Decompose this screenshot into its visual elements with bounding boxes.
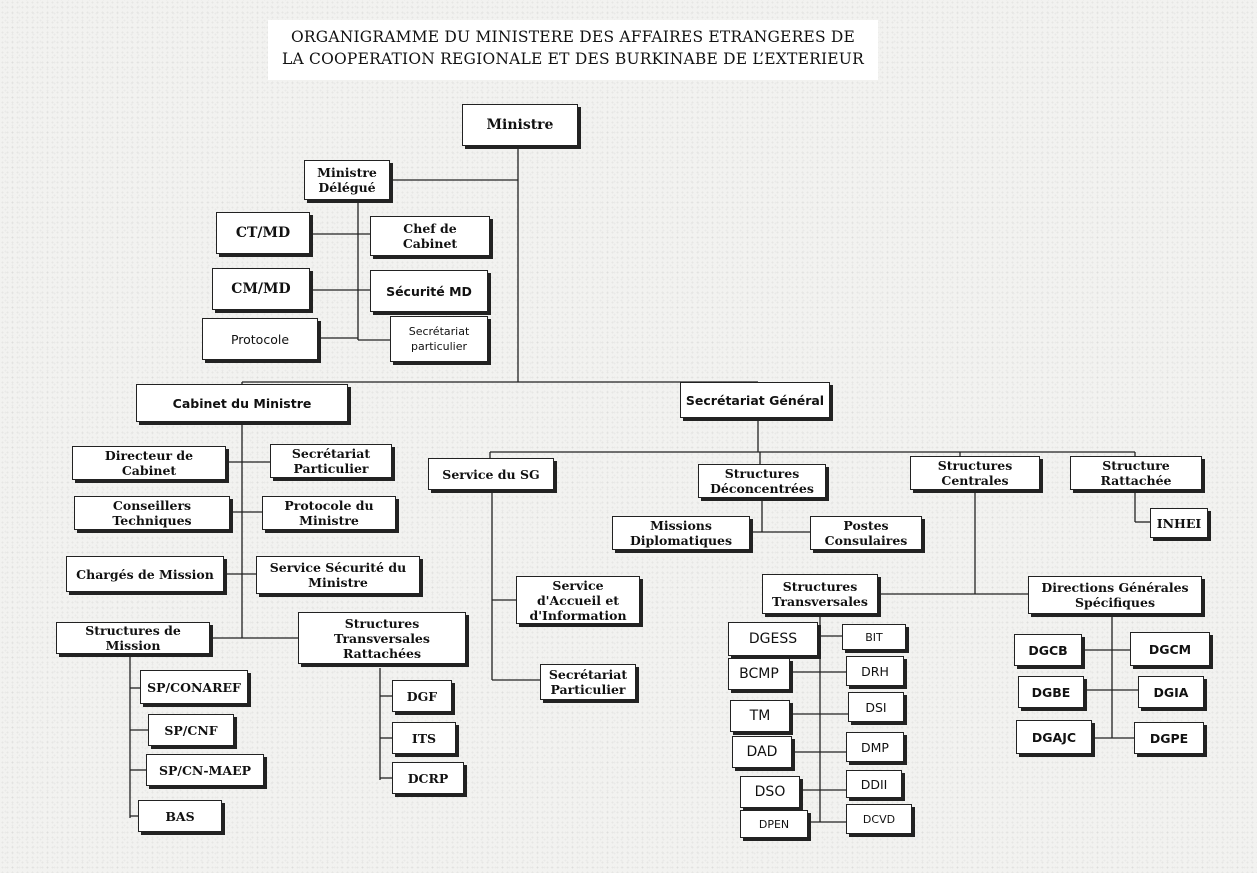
node-dmp: DMP: [846, 732, 904, 762]
node-structures-transversales: Structures Transversales: [762, 574, 878, 614]
node-tm: TM: [730, 700, 790, 732]
node-securite-md: Sécurité MD: [370, 270, 488, 312]
node-chef-cabinet-md: Chef de Cabinet: [370, 216, 490, 256]
node-structure-rattachee: Structure Rattachée: [1070, 456, 1202, 490]
node-dso: DSO: [740, 776, 800, 808]
node-ministre-delegue: Ministre Délégué: [304, 160, 390, 200]
node-secretariat-general: Secrétariat Général: [680, 382, 830, 418]
node-ministre: Ministre: [462, 104, 578, 146]
node-secretariat-particulier-cab: Secrétariat Particulier: [270, 444, 392, 478]
node-ct-md: CT/MD: [216, 212, 310, 254]
node-dad: DAD: [732, 736, 792, 768]
node-dpen: DPEN: [740, 810, 808, 838]
node-dgcb: DGCB: [1014, 634, 1082, 666]
node-charges-mission: Chargés de Mission: [66, 556, 224, 592]
node-bit: BIT: [842, 624, 906, 650]
node-sp-cnf: SP/CNF: [148, 714, 234, 746]
node-postes-consulaires: Postes Consulaires: [810, 516, 922, 550]
node-structures-deconcentrees: Structures Déconcentrées: [698, 464, 826, 498]
node-service-sg: Service du SG: [428, 458, 554, 490]
node-secretariat-particulier-sg: Secrétariat Particulier: [540, 664, 636, 700]
node-ddii: DDII: [846, 770, 902, 798]
node-structures-mission: Structures de Mission: [56, 622, 210, 654]
node-cabinet-ministre: Cabinet du Ministre: [136, 384, 348, 422]
node-sp-cn-maep: SP/CN-MAEP: [146, 754, 264, 786]
node-service-securite: Service Sécurité du Ministre: [256, 556, 420, 594]
node-directeur-cabinet: Directeur de Cabinet: [72, 446, 226, 480]
node-dgajc: DGAJC: [1016, 720, 1092, 754]
node-dgpe: DGPE: [1134, 722, 1204, 754]
node-dcrp: DCRP: [392, 762, 464, 794]
node-missions-diplomatiques: Missions Diplomatiques: [612, 516, 750, 550]
node-its: ITS: [392, 722, 456, 754]
node-drh: DRH: [846, 656, 904, 686]
node-sp-conaref: SP/CONAREF: [140, 670, 248, 704]
node-dgf: DGF: [392, 680, 452, 712]
node-cm-md: CM/MD: [212, 268, 310, 310]
node-dgcm: DGCM: [1130, 632, 1210, 666]
node-structures-centrales: Structures Centrales: [910, 456, 1040, 490]
node-conseillers-techniques: Conseillers Techniques: [74, 496, 230, 530]
node-secretariat-particulier-md: Secrétariat particulier: [390, 316, 488, 362]
node-directions-generales: Directions Générales Spécifiques: [1028, 576, 1202, 614]
node-service-accueil: Service d'Accueil et d'Information: [516, 576, 640, 624]
node-protocole-ministre: Protocole du Ministre: [262, 496, 396, 530]
node-dgia: DGIA: [1138, 676, 1204, 708]
node-structures-transversales-rattachees: Structures Transversales Rattachées: [298, 612, 466, 664]
title-line-1: ORGANIGRAMME DU MINISTERE DES AFFAIRES ETRANGERES DE: [290, 28, 856, 46]
node-dsi: DSI: [848, 692, 904, 722]
node-bcmp: BCMP: [728, 658, 790, 690]
node-protocole-md: Protocole: [202, 318, 318, 360]
title-line-2: LA COOPERATION REGIONALE ET DES BURKINABE DE L’EXTERIEUR: [282, 50, 864, 68]
node-bas: BAS: [138, 800, 222, 832]
node-dgbe: DGBE: [1018, 676, 1084, 708]
node-dgess: DGESS: [728, 622, 818, 656]
node-inhei: INHEI: [1150, 508, 1208, 538]
node-dcvd: DCVD: [846, 804, 912, 834]
